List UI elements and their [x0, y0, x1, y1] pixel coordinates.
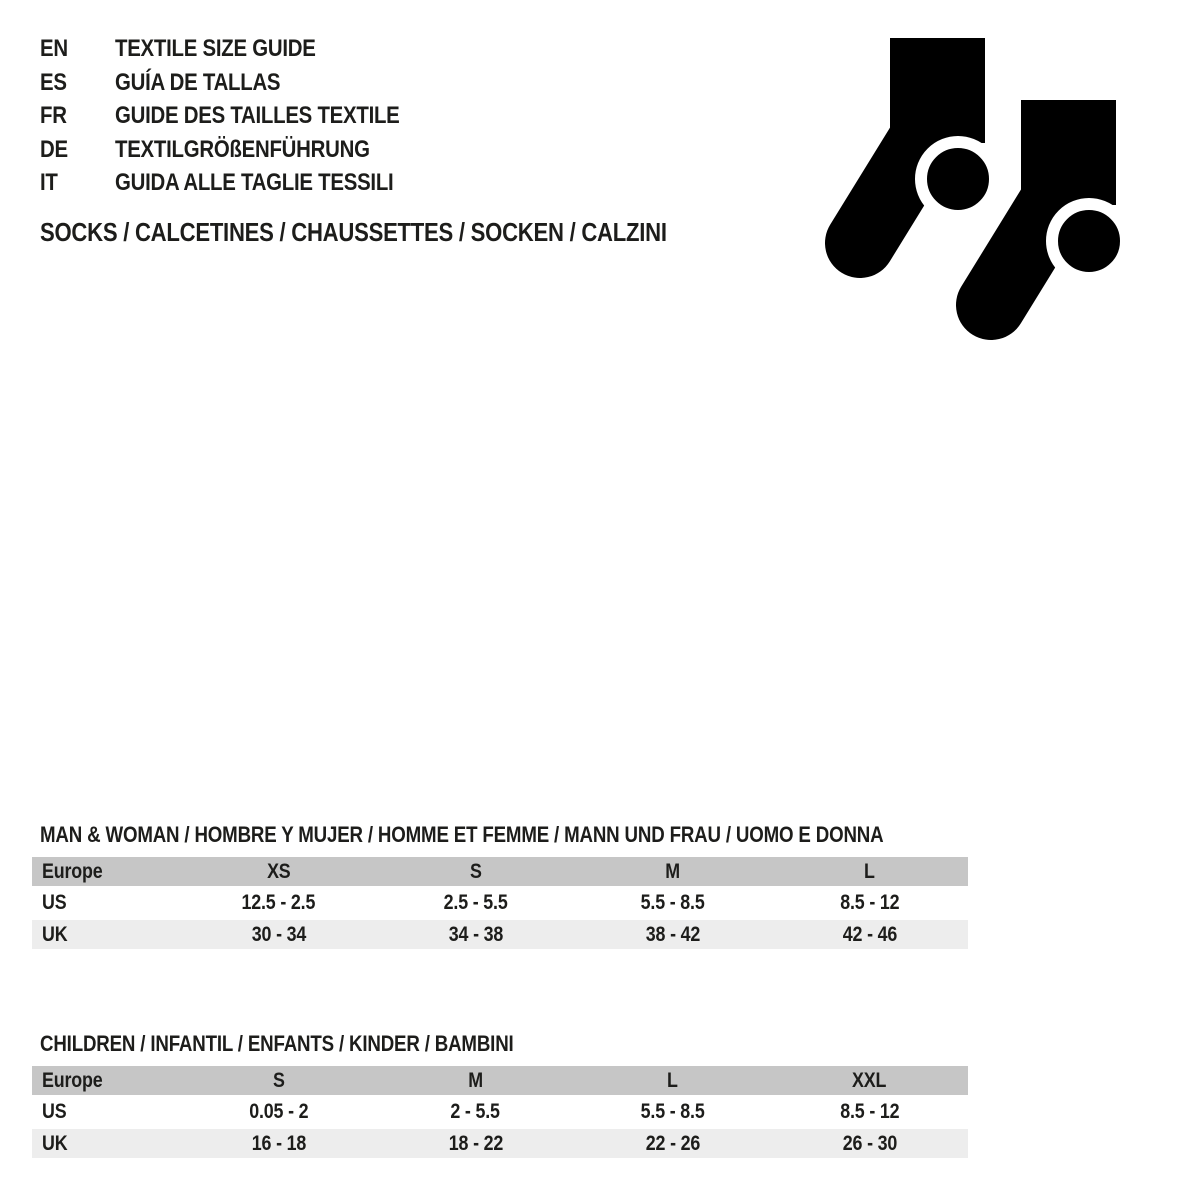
language-row — [40, 166, 450, 200]
language-title: GUIDA ALLE TAGLIE TESSILI — [115, 169, 394, 197]
row-region-label: US — [42, 1100, 67, 1123]
language-row — [40, 32, 450, 66]
table-title-text: CHILDREN / INFANTIL / ENFANTS / KINDER / BAMBINI — [40, 1031, 514, 1056]
category-line — [40, 217, 777, 247]
size-value: 22 - 26 — [645, 1131, 700, 1155]
size-value: 5.5 - 8.5 — [640, 1100, 705, 1123]
column-header: L — [667, 1068, 678, 1092]
table-title-text: MAN & WOMAN / HOMBRE Y MUJER / HOMME ET FEMME / MANN UND FRAU / UOMO E DONNA — [40, 822, 884, 847]
language-code: DE — [40, 135, 68, 163]
size-value: 2.5 - 5.5 — [443, 891, 508, 914]
language-code: EN — [40, 35, 68, 62]
size-value: 12.5 - 2.5 — [241, 891, 316, 914]
column-header: M — [665, 859, 680, 883]
size-table-man-woman — [32, 857, 968, 949]
size-value: 5.5 - 8.5 — [640, 891, 705, 914]
size-value: 42 - 46 — [842, 922, 897, 946]
language-title: TEXTILE SIZE GUIDE — [115, 35, 316, 62]
size-value: 16 - 18 — [251, 1131, 306, 1155]
column-header: S — [272, 1068, 285, 1092]
table-header-row — [32, 1066, 968, 1095]
language-code: FR — [40, 102, 67, 130]
size-value: 8.5 - 12 — [839, 891, 900, 914]
language-row — [40, 133, 450, 167]
language-title: GUÍA DE TALLAS — [115, 68, 281, 96]
language-row — [40, 66, 450, 100]
size-value: 26 - 30 — [842, 1131, 897, 1155]
table-row — [32, 1129, 968, 1158]
size-value: 34 - 38 — [448, 922, 503, 946]
table-title-man-woman — [40, 822, 1032, 848]
table-title-children — [40, 1031, 597, 1057]
column-header: Europe — [42, 859, 103, 883]
column-header: L — [864, 859, 875, 883]
language-guide-list — [40, 32, 450, 200]
language-row — [40, 99, 450, 133]
socks-icon — [820, 38, 1120, 344]
size-value: 8.5 - 12 — [839, 1100, 900, 1123]
table-row — [32, 1095, 968, 1129]
table-row — [32, 886, 968, 920]
category-line-text: SOCKS / CALCETINES / CHAUSSETTES / SOCKEN / CALZINI — [40, 217, 667, 247]
row-region-label: UK — [42, 922, 68, 946]
column-header: XXL — [852, 1068, 887, 1092]
size-table-children — [32, 1066, 968, 1158]
size-value: 38 - 42 — [645, 922, 700, 946]
column-header: S — [469, 859, 482, 883]
language-code: IT — [40, 169, 58, 197]
column-header: M — [468, 1068, 483, 1092]
column-header: Europe — [42, 1068, 103, 1092]
size-value: 0.05 - 2 — [248, 1100, 309, 1123]
language-title: TEXTILGRÖßENFÜHRUNG — [115, 135, 370, 163]
size-value: 30 - 34 — [251, 922, 306, 946]
column-header: XS — [266, 859, 291, 883]
row-region-label: UK — [42, 1131, 68, 1155]
table-header-row — [32, 857, 968, 886]
table-row — [32, 920, 968, 949]
language-code: ES — [40, 68, 67, 96]
row-region-label: US — [42, 891, 67, 914]
language-title: GUIDE DES TAILLES TEXTILE — [115, 102, 400, 130]
size-value: 2 - 5.5 — [450, 1100, 501, 1123]
size-value: 18 - 22 — [448, 1131, 503, 1155]
